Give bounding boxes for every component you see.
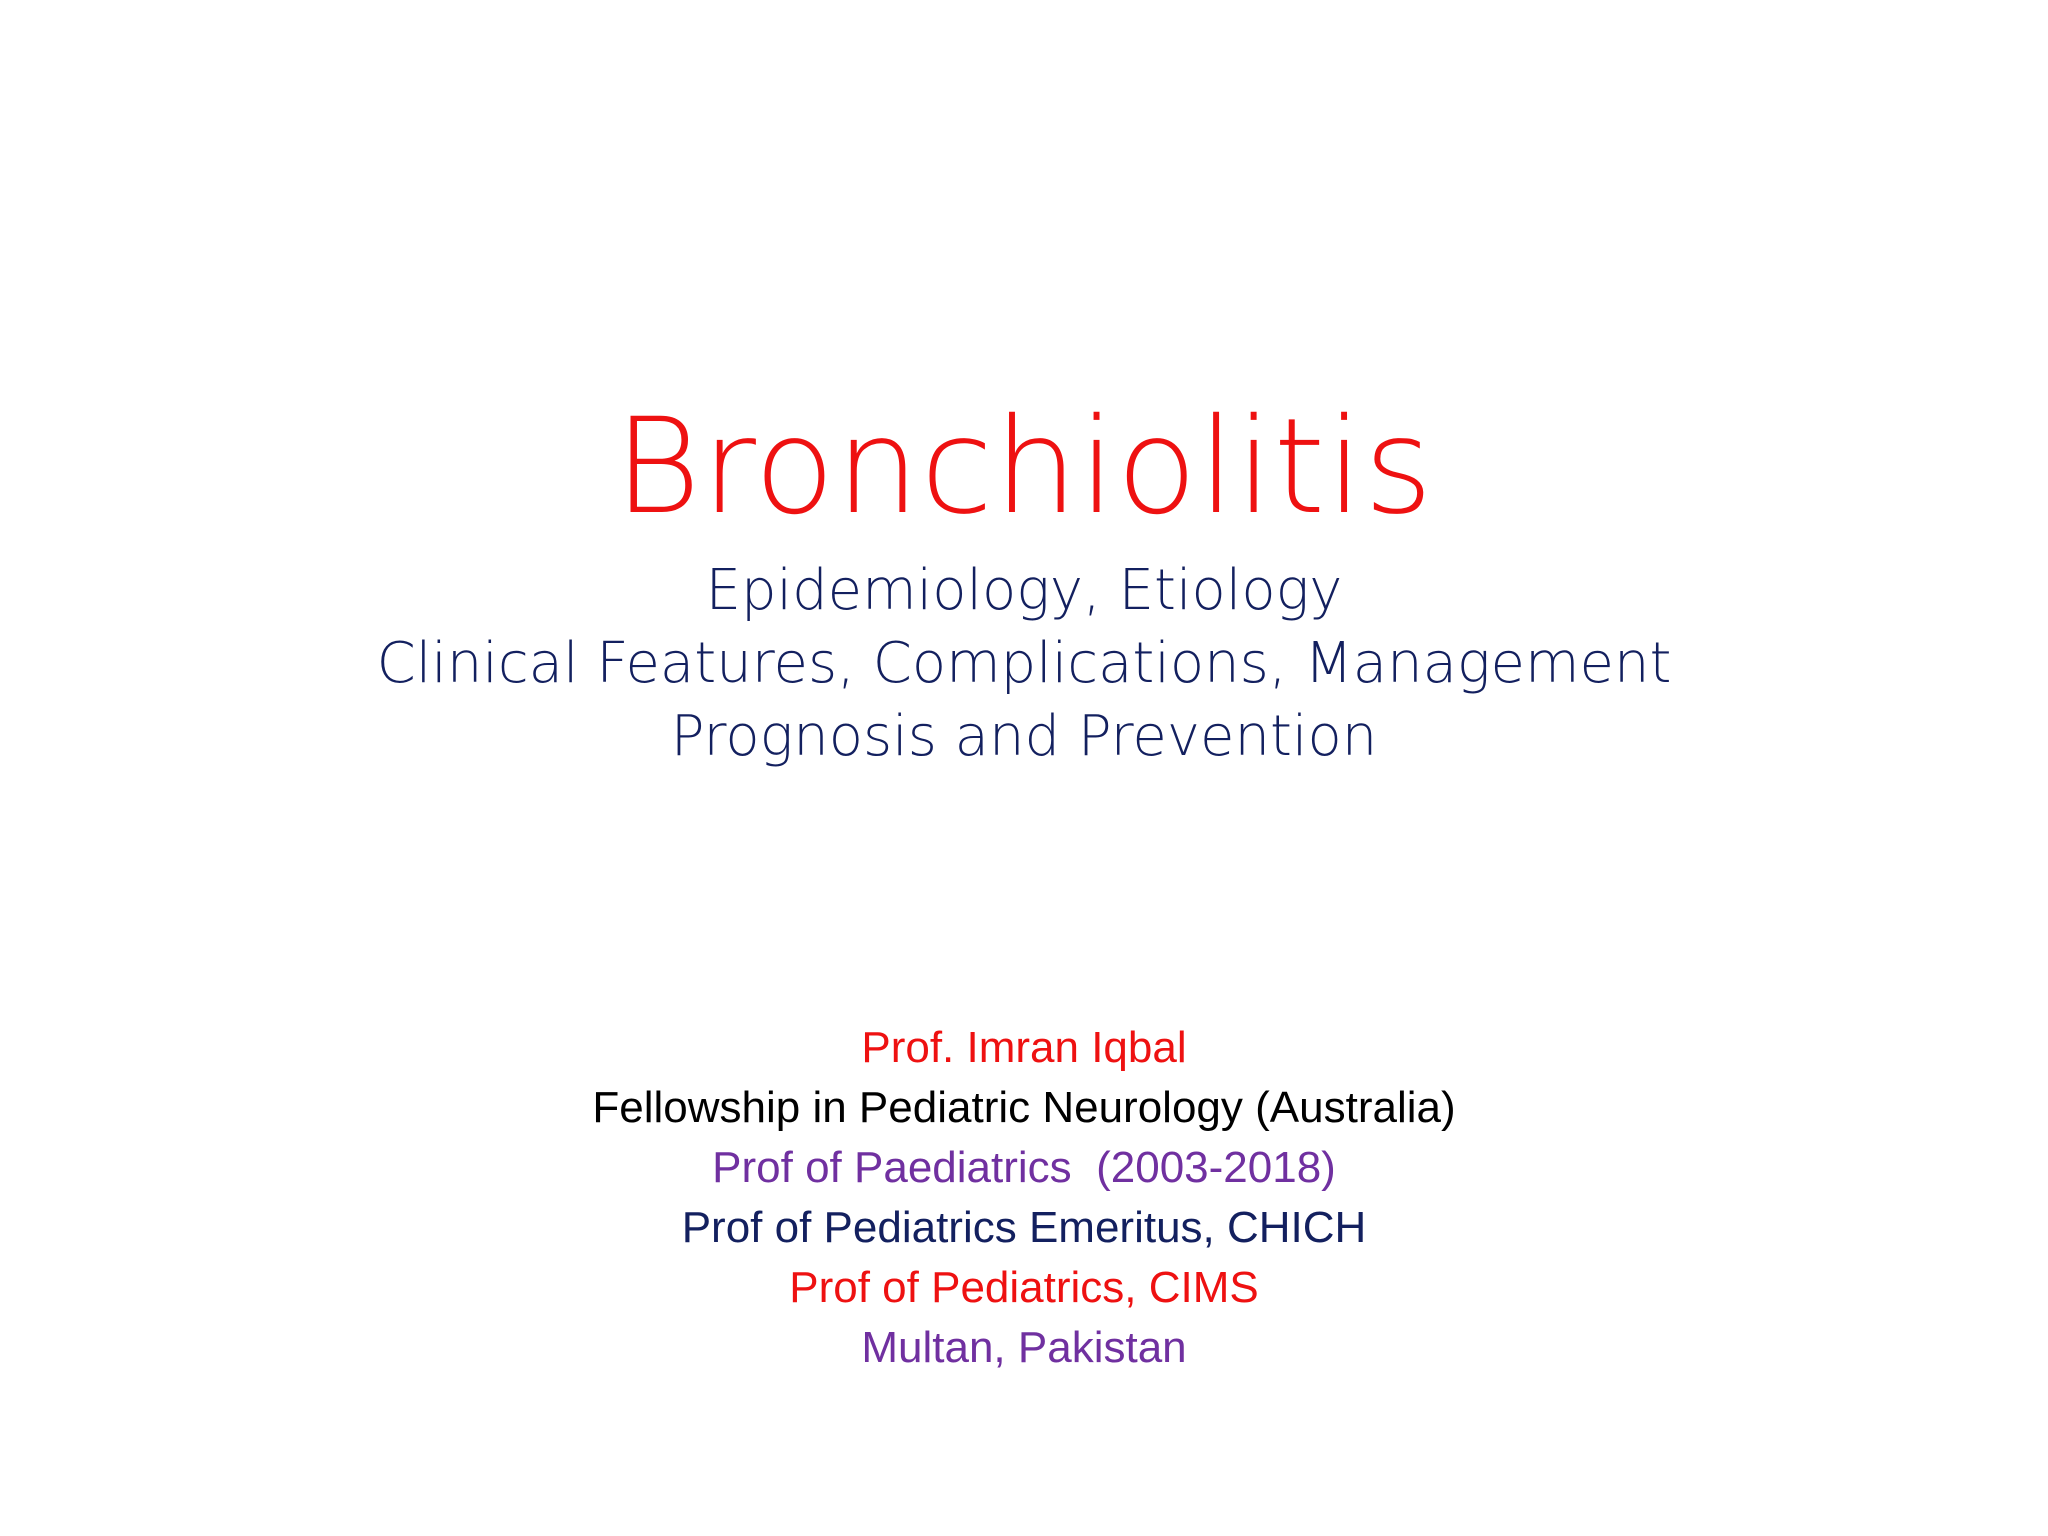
author-professorship: Prof of Paediatrics (2003-2018) [712,1143,1336,1192]
subtitle-line-3: Prognosis and Prevention [670,704,1378,769]
author-block [0,1018,2048,1378]
slide-title: Bronchiolitis [614,390,1434,544]
author-name: Prof. Imran Iqbal [861,1023,1187,1072]
slide-subtitle [0,554,2048,773]
author-emeritus: Prof of Pediatrics Emeritus, CHICH [681,1203,1367,1252]
subtitle-line-2: Clinical Features, Complications, Management [376,631,1672,696]
author-current-post: Prof of Pediatrics, CIMS [789,1263,1259,1312]
author-location: Multan, Pakistan [861,1323,1187,1372]
subtitle-line-1: Epidemiology, Etiology [705,558,1343,623]
author-fellowship: Fellowship in Pediatric Neurology (Australia) [592,1083,1456,1132]
